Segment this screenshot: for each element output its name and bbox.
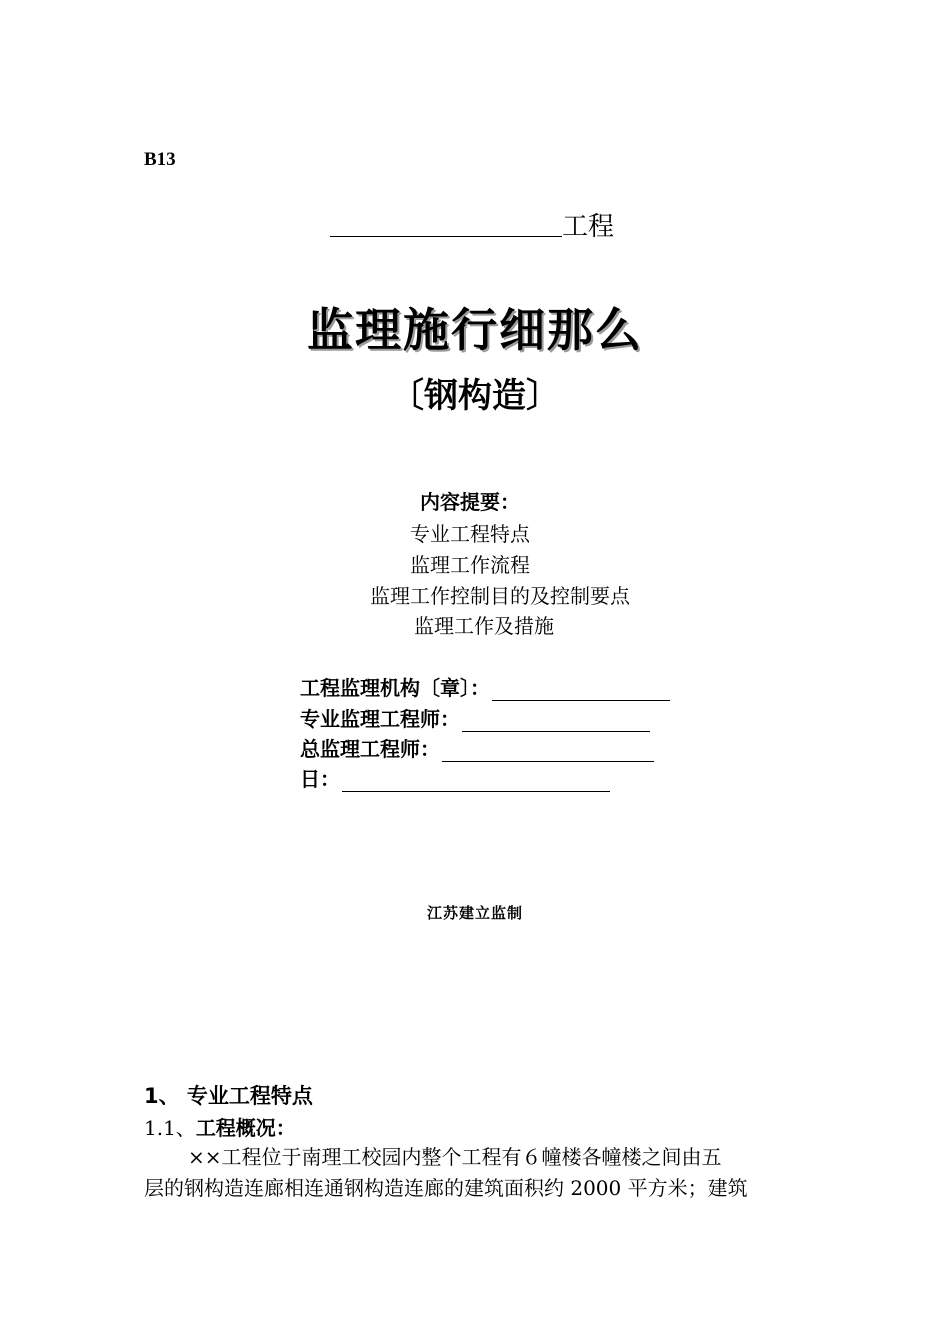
project-name-blank xyxy=(330,236,562,237)
subsection-number: 1.1、 xyxy=(144,1116,196,1140)
section-heading: 1、 专业工程特点 xyxy=(144,1084,313,1108)
main-title: 监理施行细那么 xyxy=(307,303,643,357)
field-blank-line xyxy=(342,771,610,792)
subsection-title: 工程概况： xyxy=(195,1116,296,1140)
summary-item: 监理工作流程 xyxy=(410,553,530,577)
field-blank-line xyxy=(442,741,654,762)
field-professional-engineer xyxy=(300,703,650,732)
summary-item: 监理工作控制目的及控制要点 xyxy=(370,584,630,608)
field-chief-engineer xyxy=(300,733,654,762)
subsection-heading xyxy=(144,1112,296,1141)
field-label: 总监理工程师： xyxy=(300,737,440,761)
field-date xyxy=(300,763,610,792)
field-blank-line xyxy=(492,680,670,701)
field-label: 专业监理工程师： xyxy=(300,707,460,731)
field-label: 工程监理机构〔章〕： xyxy=(300,676,490,700)
sub-title: 〔钢构造〕 xyxy=(390,376,560,416)
summary-item: 监理工作及措施 xyxy=(414,614,554,638)
summary-item: 专业工程特点 xyxy=(410,522,530,546)
issuer: 江苏建立监制 xyxy=(426,904,523,922)
project-suffix: 工程 xyxy=(562,212,615,242)
field-label: 日： xyxy=(300,767,340,791)
document-code: B13 xyxy=(144,149,176,170)
field-supervision-org xyxy=(300,672,670,701)
field-blank-line xyxy=(462,711,650,732)
paragraph-line: 层的钢构造连廊相连通钢构造连廊的建筑面积约 2000 平方米；建筑 xyxy=(144,1176,748,1200)
paragraph-line: ××工程位于南理工校园内整个工程有６幢楼各幢楼之间由五 xyxy=(188,1145,722,1169)
summary-heading: 内容提要： xyxy=(420,490,520,514)
